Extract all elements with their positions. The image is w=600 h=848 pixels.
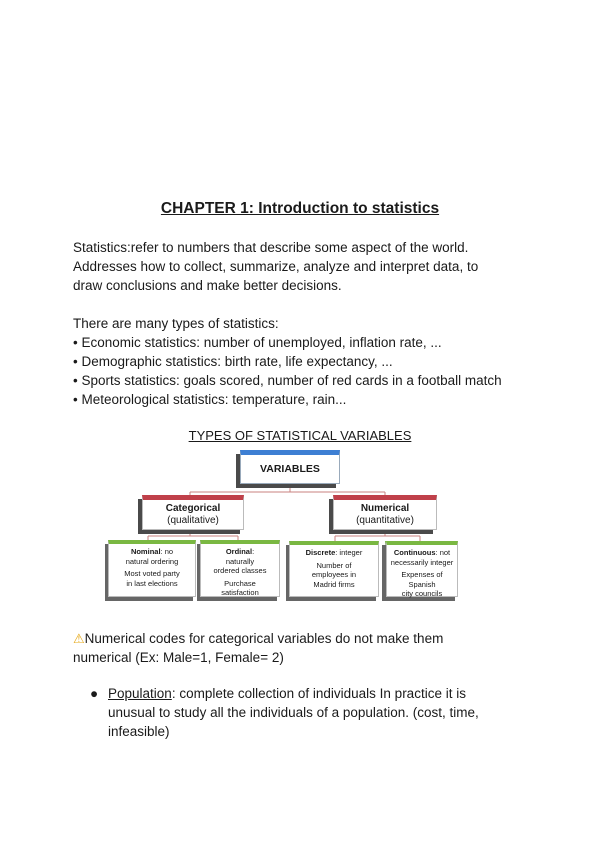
types-line: There are many types of statistics: xyxy=(73,316,279,331)
population-def: unusual to study all the individuals of a population. (cost, time, xyxy=(108,705,479,720)
discrete-example: Madrid firms xyxy=(313,579,355,589)
nominal-desc: natural ordering xyxy=(125,556,179,566)
continuous-desc: necessarily integer xyxy=(390,557,454,567)
intro-paragraph xyxy=(73,238,543,295)
continuous-example: city councils xyxy=(401,589,443,598)
variables-node: VARIABLES xyxy=(240,450,340,484)
page-title: CHAPTER 1: Introduction to statistics xyxy=(160,200,440,217)
ordinal-example: Purchase xyxy=(224,578,256,588)
note-text: numerical (Ex: Male=1, Female= 2) xyxy=(73,650,284,665)
categorical-node xyxy=(142,495,244,530)
types-line: • Demographic statistics: birth rate, life expectancy, ... xyxy=(73,354,393,369)
types-line: • Sports statistics: goals scored, number of red cards in a football match xyxy=(73,373,502,388)
discrete-example: Number of xyxy=(316,560,352,570)
nominal-node xyxy=(108,540,196,597)
nominal-desc: : no xyxy=(160,547,174,556)
continuous-desc: : not xyxy=(435,548,451,557)
continuous-title: Continuous xyxy=(393,548,436,557)
ordinal-desc: : xyxy=(252,547,255,556)
continuous-example: Expenses of Spanish xyxy=(401,570,443,589)
diagram-heading: TYPES OF STATISTICAL VARIABLES xyxy=(188,428,412,443)
intro-line: Statistics:refer to numbers that describe some aspect of the world. xyxy=(73,240,469,255)
numerical-title: Numerical xyxy=(360,503,410,514)
note-paragraph xyxy=(73,629,543,667)
ordinal-title: Ordinal xyxy=(225,547,253,556)
intro-line: draw conclusions and make better decisions. xyxy=(73,278,342,293)
categorical-title: Categorical xyxy=(165,503,221,514)
types-line: • Meteorological statistics: temperature, rain... xyxy=(73,392,347,407)
discrete-desc: : integer xyxy=(335,548,363,557)
ordinal-node xyxy=(200,540,280,597)
population-term: Population xyxy=(108,686,172,701)
ordinal-example: satisfaction xyxy=(221,588,259,597)
types-paragraph xyxy=(73,314,543,409)
warning-icon: ⚠ xyxy=(73,631,85,646)
bullet-dot-icon: ● xyxy=(90,686,99,701)
nominal-example: Most voted party xyxy=(124,569,180,578)
ordinal-desc: naturally xyxy=(225,556,255,566)
intro-line: Addresses how to collect, summarize, analyze and interpret data, to xyxy=(73,259,479,274)
categorical-subtitle: (qualitative) xyxy=(167,515,219,526)
numerical-node xyxy=(333,495,437,530)
discrete-title: Discrete xyxy=(305,548,336,557)
continuous-node-body xyxy=(386,541,458,597)
population-def: infeasible) xyxy=(108,724,170,739)
numerical-subtitle: (quantitative) xyxy=(356,515,414,526)
nominal-example: in last elections xyxy=(126,578,178,588)
ordinal-desc: ordered classes xyxy=(213,566,267,575)
population-def: : complete collection of individuals In practice it is xyxy=(171,686,466,701)
note-text: Numerical codes for categorical variables do not make them xyxy=(84,631,444,646)
discrete-example: employees in xyxy=(311,570,357,579)
types-line: • Economic statistics: number of unemployed, inflation rate, ... xyxy=(73,335,442,350)
discrete-node xyxy=(289,541,379,597)
nominal-title: Nominal xyxy=(130,547,161,556)
